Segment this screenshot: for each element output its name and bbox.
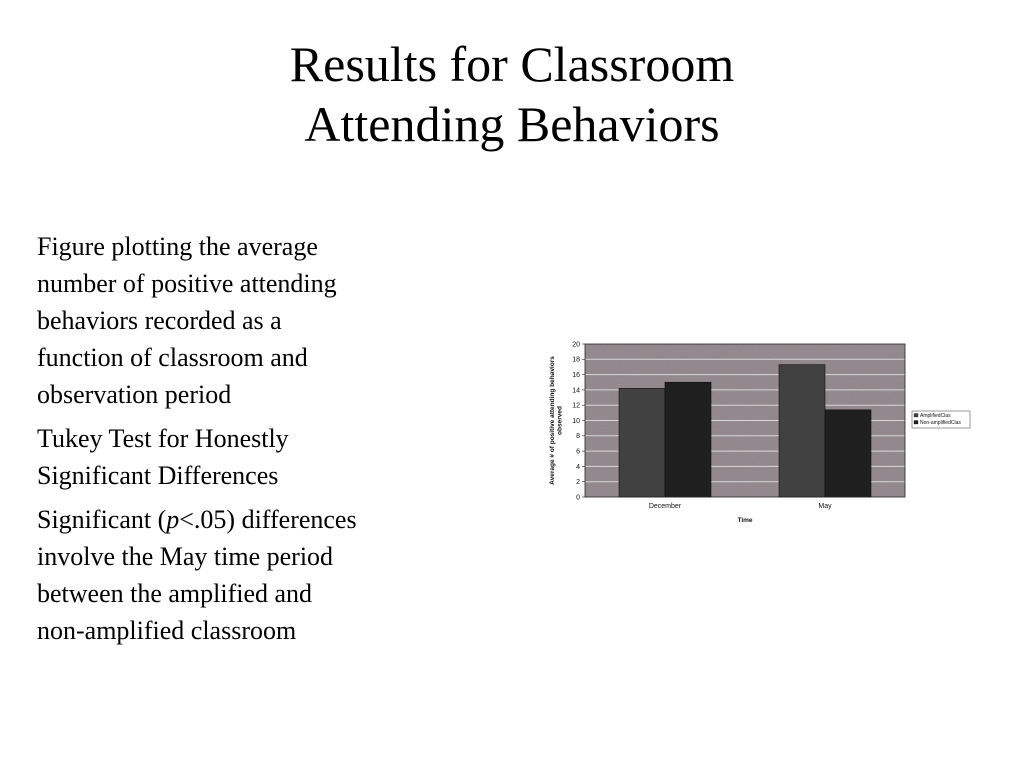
bullet-figure-description bbox=[37, 228, 487, 413]
y-tick-label: 4 bbox=[576, 463, 580, 471]
bullet-line: behaviors recorded as a bbox=[37, 306, 282, 335]
bar-chart-figure bbox=[540, 336, 980, 531]
bullet-line: between the amplified and bbox=[37, 579, 313, 608]
bullet-line: observation period bbox=[37, 380, 232, 409]
y-tick-label: 20 bbox=[572, 341, 580, 349]
bar-non-amplifiedclas-may bbox=[825, 410, 871, 497]
bar-non-amplifiedclas-december bbox=[665, 382, 711, 497]
y-tick-label: 12 bbox=[572, 402, 580, 410]
legend bbox=[912, 411, 970, 428]
y-tick-label: 18 bbox=[572, 356, 580, 364]
bullet-line bbox=[37, 501, 487, 538]
bullet-line: Significant Differences bbox=[37, 461, 279, 490]
y-tick-label: 8 bbox=[576, 433, 580, 441]
x-tick-labels bbox=[649, 503, 832, 510]
y-tick-label: 0 bbox=[576, 494, 580, 502]
x-axis-label: Time bbox=[737, 517, 753, 524]
slide-title-line-1: Results for Classroom bbox=[289, 36, 735, 92]
bar-amplifiedclas-may bbox=[779, 365, 825, 497]
y-axis-label bbox=[549, 356, 564, 485]
y-tick-label: 2 bbox=[576, 479, 580, 487]
bullet-line: non-amplified classroom bbox=[37, 616, 297, 645]
y-tick-label: 6 bbox=[576, 448, 580, 456]
bar-chart bbox=[540, 336, 980, 531]
legend-label: AmplifiedClas bbox=[920, 413, 951, 419]
bullet-line: Tukey Test for Honestly bbox=[37, 424, 289, 453]
bullet-line: Figure plotting the average bbox=[37, 232, 318, 261]
legend-swatch bbox=[914, 421, 918, 425]
legend-label: Non-amplifiedClas bbox=[920, 420, 961, 426]
x-tick-label: May bbox=[818, 503, 832, 510]
p-symbol: p bbox=[166, 505, 180, 534]
legend-swatch bbox=[914, 414, 918, 418]
y-tick-label: 14 bbox=[572, 387, 580, 395]
text-suffix: <.05) differences bbox=[179, 505, 357, 534]
bullet-list bbox=[37, 228, 487, 656]
slide-title bbox=[0, 34, 1024, 154]
y-axis-label-line: observed bbox=[556, 406, 564, 435]
slide-title-line-2: Attending Behaviors bbox=[304, 96, 720, 152]
x-tick-label: December bbox=[648, 503, 682, 510]
y-tick-labels bbox=[572, 341, 580, 501]
y-tick-label: 10 bbox=[572, 417, 580, 425]
bullet-line: number of positive attending bbox=[37, 269, 337, 298]
y-tick-label: 16 bbox=[572, 372, 580, 379]
bullet-line: involve the May time period bbox=[37, 542, 334, 571]
bullet-tukey-test bbox=[37, 420, 487, 494]
bullet-line: function of classroom and bbox=[37, 343, 308, 372]
bar-amplifiedclas-december bbox=[619, 388, 665, 497]
text-prefix: Significant ( bbox=[37, 505, 167, 534]
y-axis-label-line: Average # of positive attending behaviors bbox=[549, 356, 556, 485]
bullet-significance bbox=[37, 501, 487, 649]
